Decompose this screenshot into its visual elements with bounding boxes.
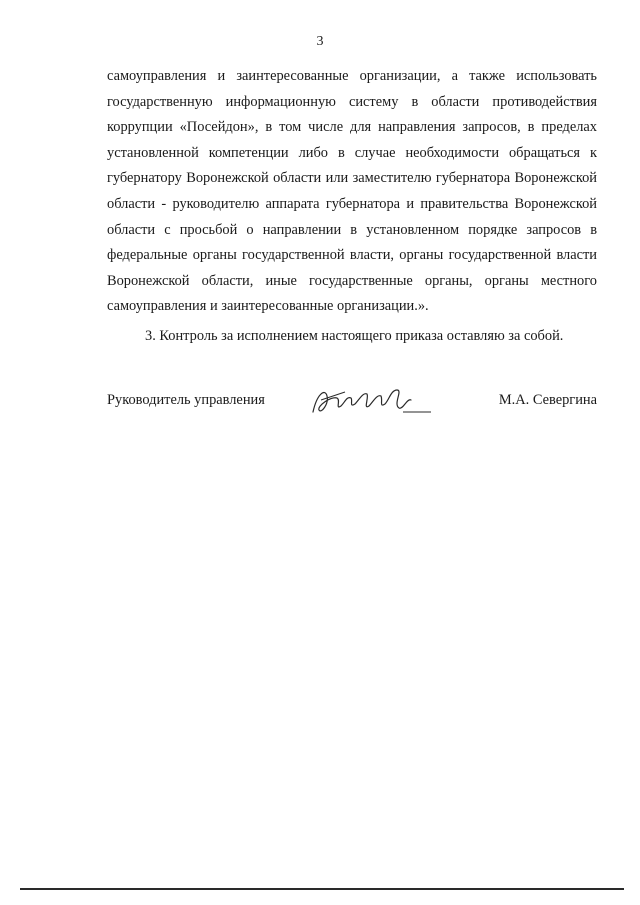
signatory-name: М.А. Севергина	[498, 392, 597, 408]
text-line: Воронежской области, иные государственные органы, органы местного	[107, 272, 597, 289]
text-line: установленной компетенции либо в случае необходимости обращаться к	[107, 144, 597, 161]
text-line: государственную информационную систему в области противодействия	[107, 93, 597, 110]
text-line: губернатору Воронежской области или заместителю губернатора Воронежской	[107, 170, 597, 187]
paragraph-control-clause: 3. Контроль за исполнением настоящего приказа оставляю за собой.	[145, 327, 564, 344]
text-line: федеральные органы государственной власти, органы государственной власти	[107, 247, 597, 264]
signatory-position: Руководитель управления	[107, 392, 265, 408]
paragraph-continuation	[107, 64, 597, 320]
bottom-rule	[20, 888, 624, 890]
text-line: самоуправления и заинтересованные организации.».	[107, 298, 429, 315]
handwritten-signature	[307, 384, 437, 420]
signature-block	[107, 384, 597, 424]
text-line: самоуправления и заинтересованные организации, а также использовать	[107, 68, 597, 84]
page-number: 3	[316, 34, 324, 49]
text-line: области с просьбой о направлении в установленном порядке запросов в	[107, 221, 597, 238]
text-line: области - руководителю аппарата губернатора и правительства Воронежской	[107, 195, 597, 212]
document-body	[107, 64, 597, 350]
text-line: коррупции «Посейдон», в том числе для направления запросов, в пределах	[107, 119, 597, 136]
